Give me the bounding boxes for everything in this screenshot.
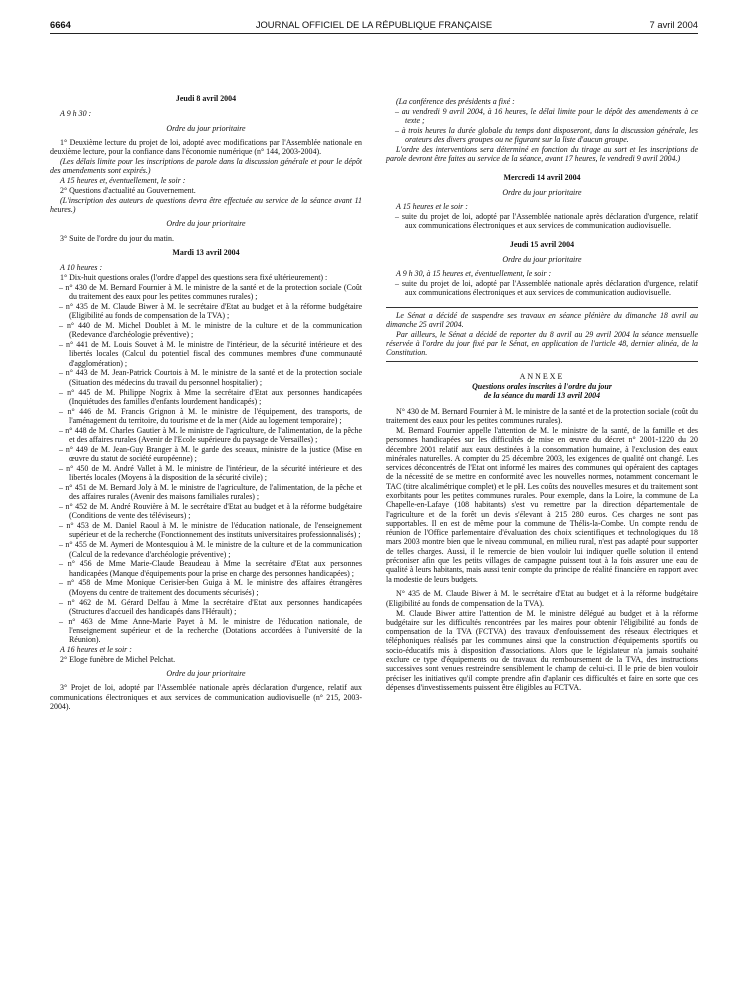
time-label: A 10 heures : (60, 263, 103, 273)
day-heading: Jeudi 15 avril 2004 (509, 239, 575, 249)
question-title: N° 430 de M. Bernard Fournier à M. le ministre de la santé et de la protection sociale (coût du traitement des eaux pour les petites communes rurales). (386, 406, 698, 426)
agenda-item: 2° Questions d'actualité au Gouvernement. (60, 185, 196, 195)
question-item: – n° 452 de M. André Rouvière à M. le secrétaire d'Etat au budget et à la réforme budgétaire (Conditions de vente des téléviseurs) ; (59, 502, 362, 521)
time-label (50, 645, 362, 654)
agenda-item: 1° Deuxième lecture du projet de loi, adopté avec modifications par l'Assemblée nationale en deuxième lecture, pour la confiance dans l'économie numérique (n° 144, 2003-2004). (50, 137, 362, 157)
agenda-item: 3° Projet de loi, adopté par l'Assemblée nationale après déclaration d'urgence, relatif aux communications électroniques et aux services de communication audiovisuelle (n° 215, 2003-2004). (50, 683, 362, 712)
agenda-item: 1° Dix-huit questions orales (l'ordre d'appel des questions sera fixé ultérieurement) : (60, 272, 328, 282)
question-item: – n° 443 de M. Jean-Patrick Courtois à M. le ministre de la santé et de la protection sociale (Situation des médecins du travail du personnel hospitalier) ; (59, 368, 362, 387)
notice-paragraph: Le Sénat a décidé de suspendre ses travaux en séance plénière du dimanche 18 avril au dimanche 25 avril 2004. (386, 310, 698, 329)
question-item: – n° 446 de M. Francis Grignon à M. le ministre de l'équipement, des transports, de l'aménagement du territoire, du tourisme et de la mer (Aide au logement temporaire) ; (59, 406, 362, 425)
question-item: – n° 449 de M. Jean-Guy Branger à M. le garde des sceaux, ministre de la justice (Mise en œuvre du statut de société européenne) ; (59, 444, 362, 464)
annexe-subtitle-line: de la séance du mardi 13 avril 2004 (483, 390, 601, 400)
question-item: – n° 441 de M. Louis Souvet à M. le ministre de l'intérieur, de la sécurité intérieure et des libertés locales (Calcul du potentiel fiscal des communes membres d'une communauté d'agglomération) ; (59, 340, 362, 368)
time-label-text: A 15 heures et le soir : (396, 202, 468, 212)
section-subtitle: Ordre du jour prioritaire (166, 219, 246, 229)
question-item: – n° 458 de Mme Monique Cerisier-ben Guiga à M. le ministre des affaires étrangères (Moyens du centre de traitement des documents sécurisés) ; (59, 578, 362, 597)
question-item: – n° 453 de M. Daniel Raoul à M. le ministre de l'éducation nationale, de l'enseignement supérieur et de la recherche (Fonctionnement des instituts universitaires professionnalisés) ; (59, 521, 362, 540)
question-item: – n° 448 de M. Charles Gautier à M. le ministre de l'agriculture, de l'alimentation, de la pêche et des affaires rurales (Avenir de l'Ecole supérieure du paysage de Versailles) ; (59, 425, 362, 444)
annexe-title: ANNEXE (519, 372, 565, 382)
question-body: M. Bernard Fournier appelle l'attention de M. le ministre de la santé, de la famille et des personnes handicapées sur les difficultés de mise en œuvre du décret n° 2001-1220 du 20 décembre 2001 relatif aux eaux destinées à la consommation humaine, à l'exclusion des eaux minérales naturelles. A compter du 25 décembre 2003, les exigences de qualité ont changé. Les services déconcentrés de l'Etat ont informé les maires des communes qui opéraient des captages de la nécessité de se mettre en conformité avec les nouvelles normes, notamment concernant le TAC (titre alcalimétrique complet) et le pH. Les coûts des nouvelles mesures et du traitement sont exorbitants pour les petites communes rurales. Pour exemple, dans la Loire, la commune de La Chapelle-en-Lafaye (108 habitants) s'est vu remettre par la direction départementale de l'agriculture et de la forêt un devis s'élevant à 215 280 euros. Ces charges ne sont pas supportables. Il en est de même pour la commune de Thélis-la-Combe. Un compte rendu de réunion de l'Office parlementaire d'évaluation des choix scientifiques et technologiques du 18 mars 2003 montre bien que le niveau communal, en milieu rural, n'est pas adapté pour supporter de telles charges. Aussi, il le remercie de bien vouloir lui indiquer quelle solution il entend préconiser afin que les petits villages de campagne puissent tout à la fois assurer une eau de qualité à leurs habitants, mais aussi tenir compte du principe de réalité financière en rapport avec la modestie de leurs budgets. (386, 425, 698, 584)
conference-note: L'ordre des interventions sera déterminé en fonction du tirage au sort et les inscriptions de parole devront être faites au service de la séance, avant 17 heures, le vendredi 9 avril 2004.) (386, 144, 698, 164)
question-item: – n° 450 de M. André Vallet à M. le ministre de l'intérieur, de la sécurité intérieure et des libertés locales (Moyens à la disposition de la sécurité civile) ; (59, 463, 362, 483)
question-item: – n° 456 de Mme Marie-Claude Beaudeau à Mme la secrétaire d'Etat aux personnes handicapées (Manque d'équipements pour la prise en charge des personnes handicapées) ; (59, 559, 362, 578)
day-heading: Mardi 13 avril 2004 (172, 247, 240, 257)
question-title: N° 435 de M. Claude Biwer à M. le secrétaire d'Etat au budget et à la réforme budgétaire (Eligibilité au fonds de compensation de la TVA). (386, 589, 698, 608)
question-item: – n° 463 de Mme Anne-Marie Payet à M. le ministre de l'éducation nationale, de l'enseignement supérieur et de la recherche (Dotations accordées à l'université de la Réunion). (59, 616, 362, 645)
time-label (50, 176, 362, 185)
question-item: – n° 451 de M. Bernard Joly à M. le ministre de l'agriculture, de l'alimentation, de la pêche et des affaires rurales (Avenir des maisons familiales rurales) ; (59, 482, 362, 502)
agenda-item: 2° Eloge funèbre de Michel Pelchat. (60, 654, 176, 664)
question-item: – n° 440 de M. Michel Doublet à M. le ministre de la culture et de la communication (Redevance d'archéologie préventive) ; (59, 320, 362, 340)
question-item: – n° 445 de M. Philippe Nogrix à Mme la secrétaire d'Etat aux personnes handicapées (Inquiétudes des familles d'enfants lourdement handicapés) ; (59, 387, 362, 406)
annexe-subtitle (386, 382, 698, 400)
right-column (386, 97, 698, 693)
conference-item: – à trois heures la durée globale du temps dont disposeront, dans la discussion générale, les orateurs des divers groupes ou ne figurant sur la liste d'aucun groupe. (395, 125, 698, 145)
time-label-text: A 15 heures et, éventuellement, le soir : (60, 176, 186, 186)
question-item: – n° 430 de M. Bernard Fournier à M. le ministre de la santé et de la protection sociale (Coût du traitement des eaux pour les petites communes rurales) ; (59, 282, 362, 302)
time-label-text: A 16 heures et le soir : (60, 645, 132, 655)
conference-intro: (La conférence des présidents a fixé : (396, 97, 515, 106)
section-subtitle: Ordre du jour prioritaire (502, 254, 582, 264)
agenda-item: 3° Suite de l'ordre du jour du matin. (60, 233, 174, 243)
question-item: – n° 462 de M. Gérard Delfau à Mme la secrétaire d'Etat aux personnes handicapées (Structures d'accueil des handicapés dans l'Hérault) ; (59, 597, 362, 616)
agenda-item: – suite du projet de loi, adopté par l'Assemblée nationale après déclaration d'urgence, relatif aux communications électroniques et aux services de communication audiovisuelle. (395, 211, 698, 231)
page-number: 6664 (50, 19, 71, 30)
annexe-subtitle-line: Questions orales inscrites à l'ordre du jour (472, 381, 612, 391)
day-heading: Jeudi 8 avril 2004 (175, 94, 237, 103)
time-label: A 9 h 30 : (60, 109, 92, 119)
agenda-note: (L'inscription des auteurs de questions devra être effectuée au service de la séance avant 11 heures.) (50, 195, 362, 214)
senate-notice-box (386, 307, 698, 362)
section-subtitle: Ordre du jour prioritaire (502, 187, 582, 197)
agenda-item: – suite du projet de loi, adopté par l'Assemblée nationale après déclaration d'urgence, relatif aux communications électroniques et aux services de communication audiovisuelle. (395, 278, 698, 298)
question-item: – n° 435 de M. Claude Biwer à M. le secrétaire d'Etat au budget et à la réforme budgétaire (Eligibilité au fonds de compensation de la TVA) ; (59, 301, 362, 321)
issue-date: 7 avril 2004 (649, 19, 698, 30)
notice-paragraph: Par ailleurs, le Sénat a décidé de reporter du 8 avril au 29 avril 2004 la séance mensuelle réservée à l'ordre du jour fixé par le Sénat, en application de l'article 48, dernier alinéa, de la Constitution. (386, 329, 698, 358)
time-label-text: A 9 h 30, à 15 heures et, éventuellement, le soir : (396, 269, 552, 279)
left-column (50, 94, 362, 712)
conference-item: – au vendredi 9 avril 2004, à 16 heures, le délai limite pour le dépôt des amendements à ce texte ; (395, 106, 698, 126)
question-body: M. Claude Biwer attire l'attention de M. le ministre délégué au budget et à la réforme budgétaire sur les difficultés rencontrées par les maires pour obtenir l'éligibilité au fonds de compensation de la TVA (FCTVA) des travaux d'enfouissement des réseaux électriques et téléphoniques réalisés par les communes ainsi que la construction d'équipements sportifs ou socio-éducatifs mis à disposition d'associations. Alors que le législateur n'a jamais souhaité exclure ce type d'équipements ou de travaux du remboursement de la TVA, des instructions successives sont venues restreindre sensiblement le champ de celui-ci. Il le prie de bien vouloir préciser les initiatives qu'il compte prendre afin d'aplanir ces difficultés et faire en sorte que ces dépenses d'investissements puissent être éligibles au FCTVA. (386, 608, 698, 692)
page-header (50, 19, 698, 33)
header-rule (50, 33, 698, 34)
section-subtitle: Ordre du jour prioritaire (166, 669, 246, 679)
journal-title: JOURNAL OFFICIEL DE LA RÉPUBLIQUE FRANÇAISE (255, 19, 493, 30)
day-heading: Mercredi 14 avril 2004 (503, 172, 581, 182)
time-label (386, 269, 698, 278)
section-subtitle: Ordre du jour prioritaire (166, 123, 246, 133)
time-label (386, 202, 698, 211)
question-item: – n° 455 de M. Aymeri de Montesquiou à M. le ministre de la culture et de la communication (Calcul de la redevance d'archéologie préventive) ; (59, 540, 362, 559)
agenda-note: (Les délais limite pour les inscriptions de parole dans la discussion générale et pour le dépôt des amendements sont expirés.) (50, 156, 362, 176)
